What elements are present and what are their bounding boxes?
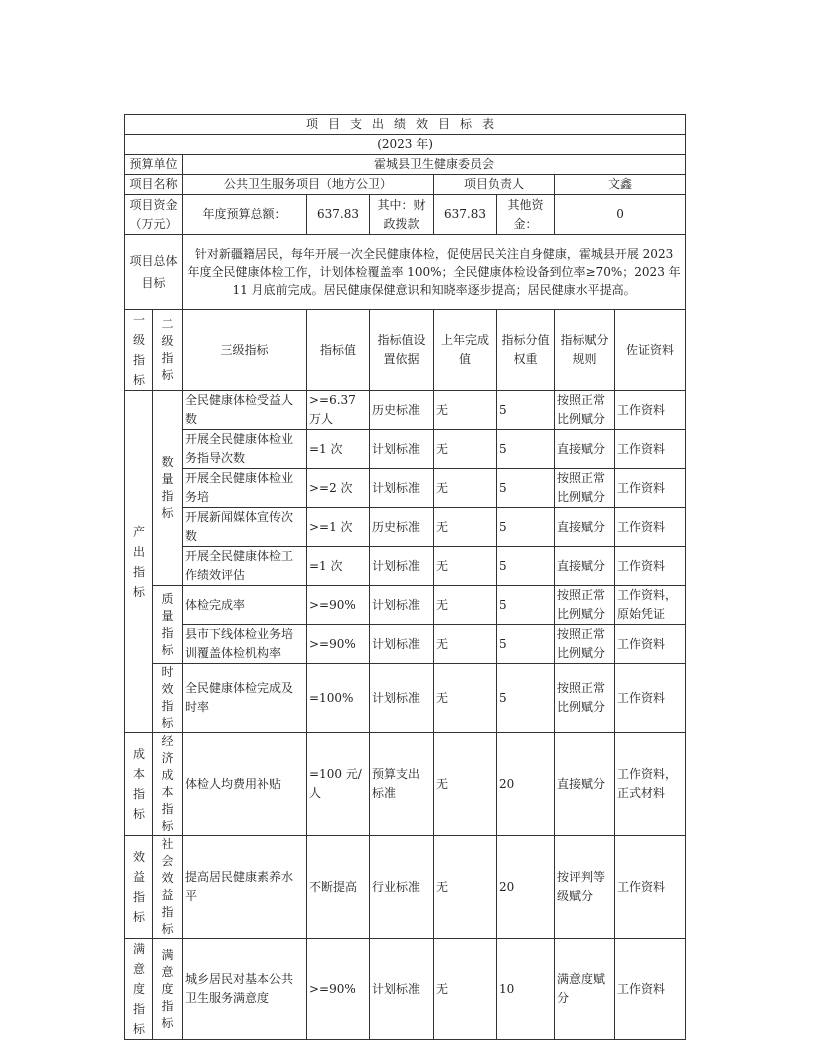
indicator-rule: 直接赋分 <box>555 547 615 586</box>
indicator-value: >=90% <box>307 625 370 664</box>
leader-label: 项目负责人 <box>434 175 555 195</box>
indicator-basis: 计划标准 <box>370 430 434 469</box>
indicator-last: 无 <box>434 625 497 664</box>
indicator-evidence: 工作资料 <box>615 625 686 664</box>
indicator-evidence: 工作资料，原始凭证 <box>615 586 686 625</box>
indicator-evidence: 工作资料 <box>615 391 686 430</box>
indicator-rule: 直接赋分 <box>555 430 615 469</box>
indicator-rule: 按照正常比例赋分 <box>555 625 615 664</box>
indicator-name: 城乡居民对基本公共卫生服务满意度 <box>183 939 307 1040</box>
indicator-weight: 20 <box>497 733 555 836</box>
header-level2: 二级指标 <box>153 310 183 391</box>
indicator-weight: 5 <box>497 586 555 625</box>
group-satisfaction-sub: 满意度指标 <box>153 939 183 1040</box>
header-evidence: 佐证资料 <box>615 310 686 391</box>
indicator-basis: 行业标准 <box>370 836 434 939</box>
indicator-name: 全民健康体检受益人数 <box>183 391 307 430</box>
indicator-evidence: 工作资料 <box>615 664 686 733</box>
indicator-name: 开展新闻媒体宣传次数 <box>183 508 307 547</box>
project-name-label: 项目名称 <box>125 175 183 195</box>
indicator-name: 体检人均费用补贴 <box>183 733 307 836</box>
group-econ-cost: 经济成本指标 <box>153 733 183 836</box>
indicator-value: >=6.37 万人 <box>307 391 370 430</box>
indicator-last: 无 <box>434 547 497 586</box>
indicator-basis: 计划标准 <box>370 586 434 625</box>
indicator-weight: 5 <box>497 391 555 430</box>
finance-label: 其中：财政拨款 <box>370 195 434 235</box>
table-row <box>125 586 686 625</box>
other-funds-value: 0 <box>555 195 686 235</box>
indicator-weight: 10 <box>497 939 555 1040</box>
table-row <box>125 391 686 430</box>
indicator-basis: 预算支出标准 <box>370 733 434 836</box>
indicator-rule: 直接赋分 <box>555 733 615 836</box>
indicator-last: 无 <box>434 939 497 1040</box>
indicator-basis: 历史标准 <box>370 508 434 547</box>
unit-value: 霍城县卫生健康委员会 <box>183 155 686 175</box>
indicator-last: 无 <box>434 664 497 733</box>
table-row <box>125 469 686 508</box>
indicator-value: 不断提高 <box>307 836 370 939</box>
indicator-last: 无 <box>434 391 497 430</box>
annual-total-value: 637.83 <box>307 195 370 235</box>
table-row <box>125 508 686 547</box>
indicator-name: 全民健康体检完成及时率 <box>183 664 307 733</box>
indicator-basis: 计划标准 <box>370 547 434 586</box>
indicator-value: >=90% <box>307 939 370 1040</box>
indicator-rule: 直接赋分 <box>555 508 615 547</box>
performance-goal-table <box>124 114 686 1040</box>
other-funds-label: 其他资金： <box>497 195 555 235</box>
unit-label: 预算单位 <box>125 155 183 175</box>
leader-value: 文鑫 <box>555 175 686 195</box>
indicator-value: =1 次 <box>307 430 370 469</box>
goal-text: 针对新疆籍居民，每年开展一次全民健康体检，促使居民关注自身健康，霍城县开展 2023 年度全民健康体检工作，计划体检覆盖率 100%；全民健康体检设备到位率≥70%；2023 年 11 月底前完成。居民健康保健意识和知晓率逐步提高；居民健康水平提高。 <box>183 235 686 310</box>
indicator-rule: 按照正常比例赋分 <box>555 586 615 625</box>
table-row <box>125 939 686 1040</box>
indicator-weight: 5 <box>497 547 555 586</box>
header-value: 指标值 <box>307 310 370 391</box>
indicator-name: 县市下线体检业务培训覆盖体检机构率 <box>183 625 307 664</box>
group-benefit: 效益指标 <box>125 836 153 939</box>
indicator-evidence: 工作资料 <box>615 836 686 939</box>
group-satisfaction: 满意度指标 <box>125 939 153 1040</box>
indicator-basis: 历史标准 <box>370 391 434 430</box>
table-row <box>125 836 686 939</box>
finance-value: 637.83 <box>434 195 497 235</box>
indicator-weight: 5 <box>497 430 555 469</box>
indicator-rule: 按照正常比例赋分 <box>555 391 615 430</box>
group-timeliness: 时效指标 <box>153 664 183 733</box>
indicator-evidence: 工作资料 <box>615 508 686 547</box>
indicator-name: 开展全民健康体检业务指导次数 <box>183 430 307 469</box>
table-title: 项目支出绩效目标表 <box>125 115 686 135</box>
table-row <box>125 733 686 836</box>
indicator-last: 无 <box>434 469 497 508</box>
indicator-evidence: 工作资料 <box>615 939 686 1040</box>
group-output: 产出指标 <box>125 391 153 733</box>
indicator-value: =100% <box>307 664 370 733</box>
header-last-year: 上年完成值 <box>434 310 497 391</box>
project-name-value: 公共卫生服务项目（地方公卫） <box>183 175 434 195</box>
indicator-value: >=2 次 <box>307 469 370 508</box>
header-weight: 指标分值权重 <box>497 310 555 391</box>
indicator-basis: 计划标准 <box>370 469 434 508</box>
indicator-weight: 5 <box>497 469 555 508</box>
indicator-evidence: 工作资料 <box>615 469 686 508</box>
indicator-last: 无 <box>434 733 497 836</box>
group-cost: 成本指标 <box>125 733 153 836</box>
indicator-name: 开展全民健康体检工作绩效评估 <box>183 547 307 586</box>
header-rule: 指标赋分规则 <box>555 310 615 391</box>
indicator-rule: 按评判等级赋分 <box>555 836 615 939</box>
indicator-last: 无 <box>434 430 497 469</box>
indicator-last: 无 <box>434 836 497 939</box>
header-level3: 三级指标 <box>183 310 307 391</box>
indicator-rule: 按照正常比例赋分 <box>555 469 615 508</box>
table-row <box>125 625 686 664</box>
indicator-evidence: 工作资料 <box>615 547 686 586</box>
indicator-weight: 5 <box>497 664 555 733</box>
indicator-rule: 满意度赋分 <box>555 939 615 1040</box>
indicator-name: 体检完成率 <box>183 586 307 625</box>
goal-label: 项目总体目标 <box>125 235 183 310</box>
indicator-basis: 计划标准 <box>370 664 434 733</box>
table-year: (2023 年) <box>125 135 686 155</box>
indicator-name: 开展全民健康体检业务培 <box>183 469 307 508</box>
indicator-evidence: 工作资料 <box>615 430 686 469</box>
indicator-weight: 5 <box>497 508 555 547</box>
indicator-weight: 5 <box>497 625 555 664</box>
header-basis: 指标值设置依据 <box>370 310 434 391</box>
table-row <box>125 547 686 586</box>
group-quantity: 数量指标 <box>153 391 183 586</box>
indicator-basis: 计划标准 <box>370 939 434 1040</box>
table-row <box>125 664 686 733</box>
indicator-basis: 计划标准 <box>370 625 434 664</box>
group-social-benefit: 社会效益指标 <box>153 836 183 939</box>
indicator-value: =1 次 <box>307 547 370 586</box>
indicator-value: >=1 次 <box>307 508 370 547</box>
funds-label: 项目资金（万元） <box>125 195 183 235</box>
indicator-last: 无 <box>434 586 497 625</box>
indicator-rule: 按照正常比例赋分 <box>555 664 615 733</box>
indicator-weight: 20 <box>497 836 555 939</box>
indicator-evidence: 工作资料，正式材料 <box>615 733 686 836</box>
indicator-last: 无 <box>434 508 497 547</box>
table-row <box>125 430 686 469</box>
group-quality: 质量指标 <box>153 586 183 664</box>
header-level1: 一级指标 <box>125 310 153 391</box>
indicator-name: 提高居民健康素养水平 <box>183 836 307 939</box>
indicator-value: >=90% <box>307 586 370 625</box>
annual-total-label: 年度预算总额： <box>183 195 307 235</box>
indicator-value: =100 元/人 <box>307 733 370 836</box>
